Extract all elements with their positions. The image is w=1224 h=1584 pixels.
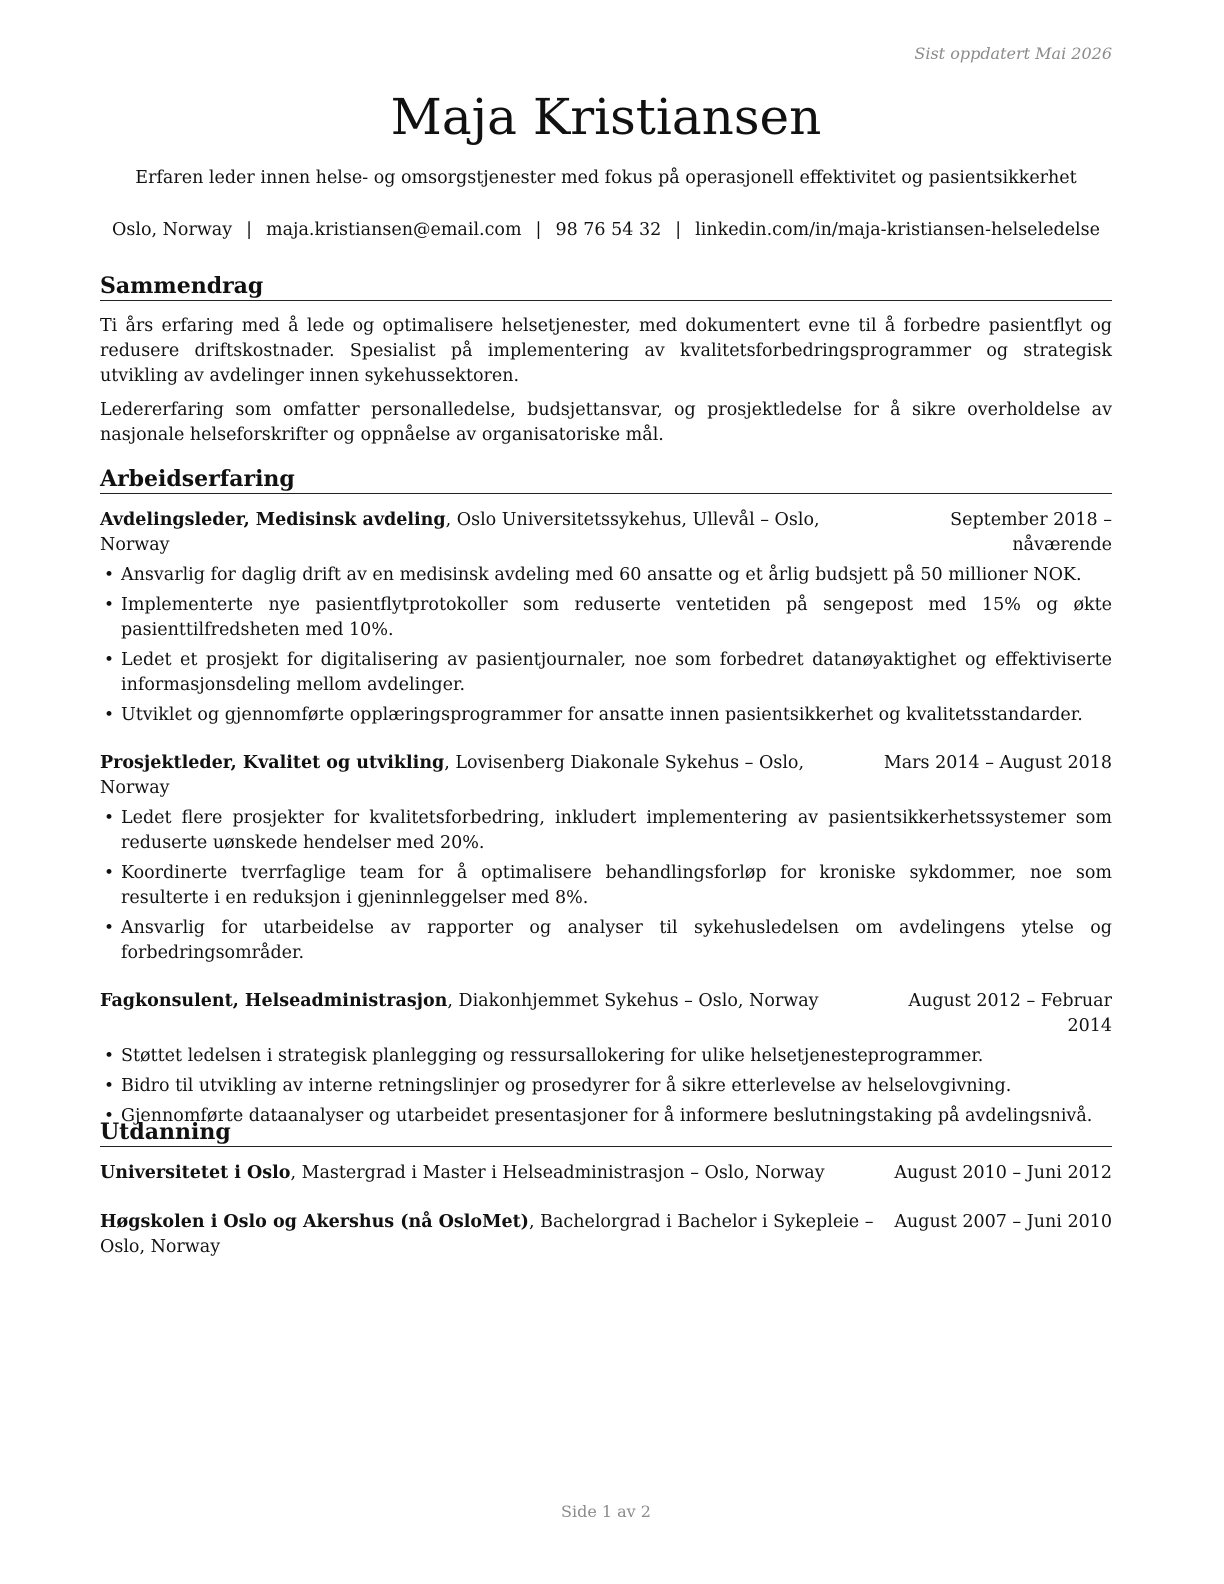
list-item: • Ledet et prosjekt for digitalisering av pasientjournaler, noe som forbedret datanøyaktighet og effektiviserte informasjonsdeling mellom avdelinger. bbox=[100, 648, 1112, 698]
resume-page bbox=[100, 0, 1112, 1584]
education-dates: August 2010 – Juni 2012 bbox=[894, 1163, 1112, 1183]
person-name: Maja Kristiansen bbox=[390, 88, 822, 146]
summary-paragraph: Ti års erfaring med å lede og optimalisere helsetjenester, med dokumentert evne til å forbedre pasientflyt og redusere driftskostnader. Spesialist på implementering av kvalitetsforbedringsprogrammer og strategisk utvikling av avdelinger innen sykehussektoren. bbox=[100, 316, 1112, 386]
list-item: • Utviklet og gjennomførte opplæringsprogrammer for ansatte innen pasientsikkerhet og kvalitetsstandarder. bbox=[100, 703, 1112, 728]
contact-separator: | bbox=[535, 220, 542, 240]
job-dates: August 2012 – Februar 2014 bbox=[908, 991, 1112, 1036]
last-updated: Sist oppdatert Mai 2026 bbox=[914, 44, 1112, 63]
job-header bbox=[100, 508, 1112, 558]
list-item: • Gjennomførte dataanalyser og utarbeidet presentasjoner for å informere beslutningstaking på avdelingsnivå. bbox=[100, 1104, 1112, 1129]
job-dates: September 2018 – nåværende bbox=[950, 510, 1112, 555]
job-header bbox=[100, 751, 1112, 801]
job-title: Fagkonsulent, Helseadministrasjon bbox=[100, 991, 448, 1011]
contact-line bbox=[100, 220, 1112, 240]
contact-email[interactable]: maja.kristiansen@email.com bbox=[266, 220, 522, 240]
contact-location: Oslo, Norway bbox=[112, 220, 233, 240]
tagline: Erfaren leder innen helse- og omsorgstjenester med fokus på operasjonell effektivitet og pasientsikkerhet bbox=[135, 168, 1077, 188]
section-heading: Utdanning bbox=[100, 1118, 1112, 1147]
list-item: • Ledet flere prosjekter for kvalitetsforbedring, inkludert implementering av pasientsikkerhetssystemer som reduserte uønskede hendelser med 20%. bbox=[100, 806, 1112, 856]
job-bullets bbox=[100, 1044, 1112, 1129]
education-entry bbox=[100, 1210, 1112, 1260]
contact-linkedin[interactable]: linkedin.com/in/maja-kristiansen-helseledelse bbox=[695, 220, 1100, 240]
page-number: Side 1 av 2 bbox=[561, 1502, 651, 1521]
list-item: • Ansvarlig for utarbeidelse av rapporter og analyser til sykehusledelsen om avdelingens ytelse og forbedringsområder. bbox=[100, 916, 1112, 966]
degree-detail: , Bachelorgrad i Bachelor i Sykepleie – Oslo, Norway bbox=[100, 1212, 874, 1257]
contact-separator: | bbox=[675, 220, 682, 240]
list-item: • Koordinerte tverrfaglige team for å optimalisere behandlingsforløp for kroniske sykdommer, noe som resulterte i en reduksjon i gjeninnleggelser med 8%. bbox=[100, 861, 1112, 911]
education-entry bbox=[100, 1161, 1112, 1186]
section-heading: Sammendrag bbox=[100, 272, 1112, 301]
list-item: • Ansvarlig for daglig drift av en medisinsk avdeling med 60 ansatte og et årlig budsjett på 50 millioner NOK. bbox=[100, 563, 1112, 588]
education-dates: August 2007 – Juni 2010 bbox=[894, 1212, 1112, 1232]
list-item: • Støttet ledelsen i strategisk planlegging og ressursallokering for ulike helsetjenesteprogrammer. bbox=[100, 1044, 1112, 1069]
job-title: Prosjektleder, Kvalitet og utvikling bbox=[100, 753, 445, 773]
job-entry bbox=[100, 989, 1112, 1129]
job-organization: , Diakonhjemmet Sykehus – Oslo, Norway bbox=[447, 991, 819, 1011]
experience-section bbox=[100, 465, 1112, 1129]
job-dates: Mars 2014 – August 2018 bbox=[883, 753, 1112, 773]
job-organization: , Oslo Universitetssykehus, Ullevål – Oslo, Norway bbox=[100, 510, 820, 555]
degree-detail: , Mastergrad i Master i Helseadministrasjon – Oslo, Norway bbox=[290, 1163, 825, 1183]
section-heading: Arbeidserfaring bbox=[100, 465, 1112, 494]
job-organization: , Lovisenberg Diakonale Sykehus – Oslo, Norway bbox=[100, 753, 805, 798]
list-item: • Bidro til utvikling av interne retningslinjer og prosedyrer for å sikre etterlevelse av helselovgivning. bbox=[100, 1074, 1112, 1099]
education-section bbox=[100, 1118, 1112, 1260]
job-entry bbox=[100, 751, 1112, 966]
list-item: • Implementerte nye pasientflytprotokoller som reduserte ventetiden på sengepost med 15% og økte pasienttilfredsheten med 10%. bbox=[100, 593, 1112, 643]
summary-paragraph: Ledererfaring som omfatter personalledelse, budsjettansvar, og prosjektledelse for å sikre overholdelse av nasjonale helseforskrifter og oppnåelse av organisatoriske mål. bbox=[100, 400, 1112, 445]
job-entry bbox=[100, 508, 1112, 728]
contact-phone: 98 76 54 32 bbox=[555, 220, 662, 240]
job-title: Avdelingsleder, Medisinsk avdeling bbox=[100, 510, 446, 530]
summary-section bbox=[100, 272, 1112, 448]
job-bullets bbox=[100, 563, 1112, 728]
school-name: Høgskolen i Oslo og Akershus (nå OsloMet) bbox=[100, 1212, 529, 1232]
job-header bbox=[100, 989, 1112, 1039]
job-bullets bbox=[100, 806, 1112, 966]
contact-separator: | bbox=[246, 220, 253, 240]
school-name: Universitetet i Oslo bbox=[100, 1163, 291, 1183]
